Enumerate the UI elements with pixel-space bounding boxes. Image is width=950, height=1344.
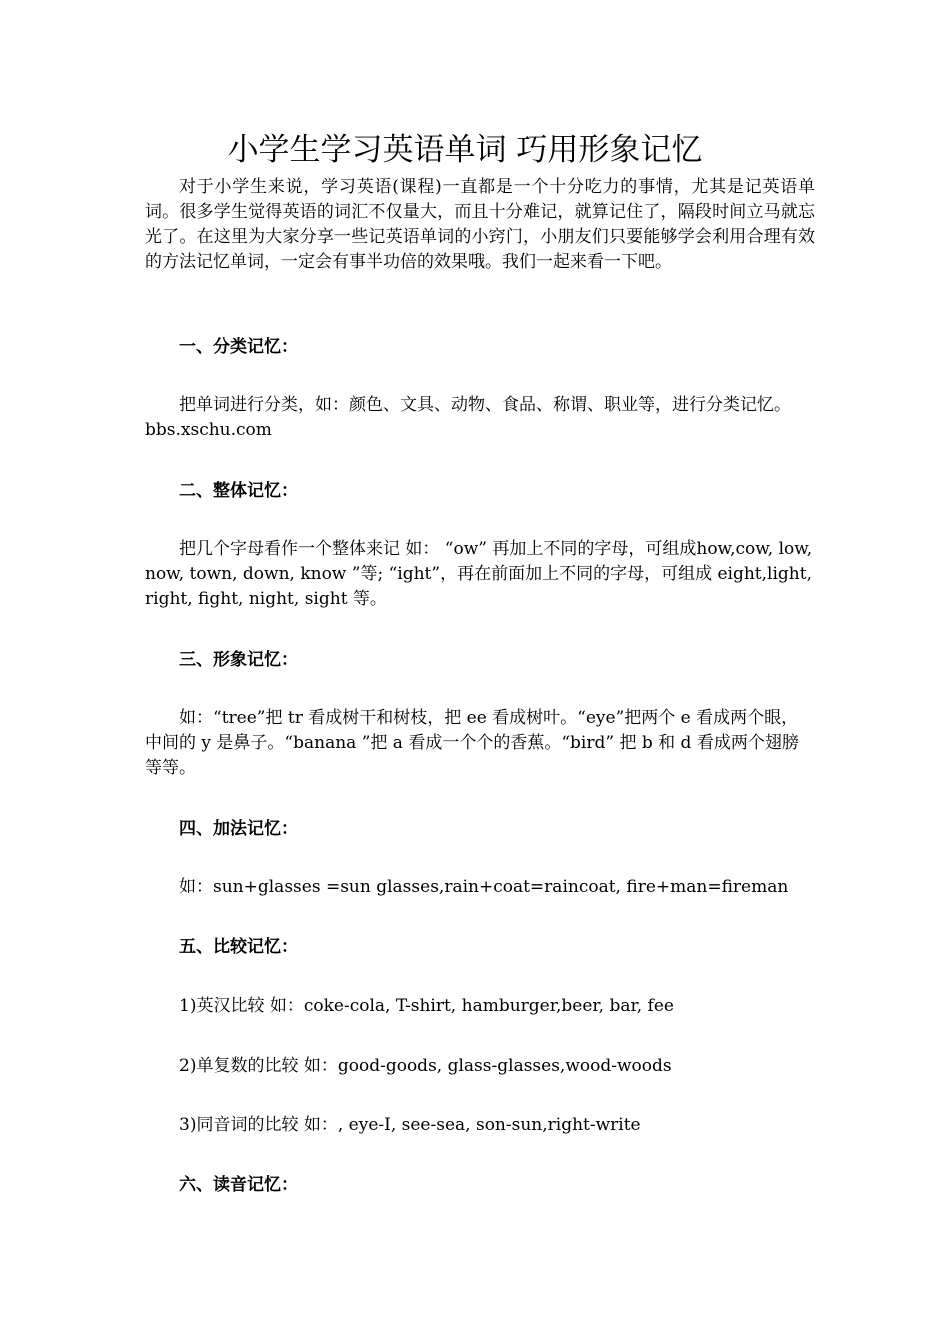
section-body-3: 如：“tree”把 tr 看成树干和树枝，把 ee 看成树叶。“eye”把两个 e 看成两个眼，中间的 y 是鼻子。“banana ”把 a 看成一个个的香蕉。“bird” 把 b 和 d 看成两个翅膀等等。 [145, 708, 799, 778]
document-title: 小学生学习英语单词 巧用形象记忆 [227, 132, 703, 168]
section-body-4: 如：sun+glasses =sun glasses,rain+coat=raincoat, fire+man=fireman [179, 877, 789, 897]
comparison-line-2: 2)单复数的比较 如：good-goods, glass-glasses,wood-woods [179, 1056, 672, 1076]
section-heading-6: 六、读音记忆： [179, 1175, 298, 1195]
section-heading-4: 四、加法记忆： [179, 819, 298, 839]
comparison-line-1: 1)英汉比较 如：coke-cola, T-shirt, hamburger,beer, bar, fee [179, 996, 674, 1016]
comparison-line-3: 3)同音词的比较 如：, eye-I, see-sea, son-sun,right-write [179, 1115, 641, 1135]
section-heading-2: 二、整体记忆： [179, 481, 298, 501]
intro-paragraph: 对于小学生来说，学习英语(课程)一直都是一个十分吃力的事情，尤其是记英语单词。很多学生觉得英语的词汇不仅量大，而且十分难记，就算记住了，隔段时间立马就忘光了。在这里为大家分享一些记英语单词的小窍门，小朋友们只要能够学会利用合理有效的方法记忆单词，一定会有事半功倍的效果哦。我们一起来看一下吧。 [145, 177, 815, 272]
section-body-1: 把单词进行分类，如：颜色、文具、动物、食品、称谓、职业等，进行分类记忆。bbs.xschu.com [145, 395, 791, 440]
section-heading-5: 五、比较记忆： [179, 937, 298, 957]
section-heading-3: 三、形象记忆： [179, 650, 298, 670]
section-body-2: 把几个字母看作一个整体来记 如： “ow” 再加上不同的字母，可组成how,cow, low, now, town, down, know ”等; “ight”，再在前面加上不同的字母，可组成 eight,light, right, fight, night, sight 等。 [145, 539, 813, 609]
section-heading-1: 一、分类记忆： [179, 337, 298, 357]
